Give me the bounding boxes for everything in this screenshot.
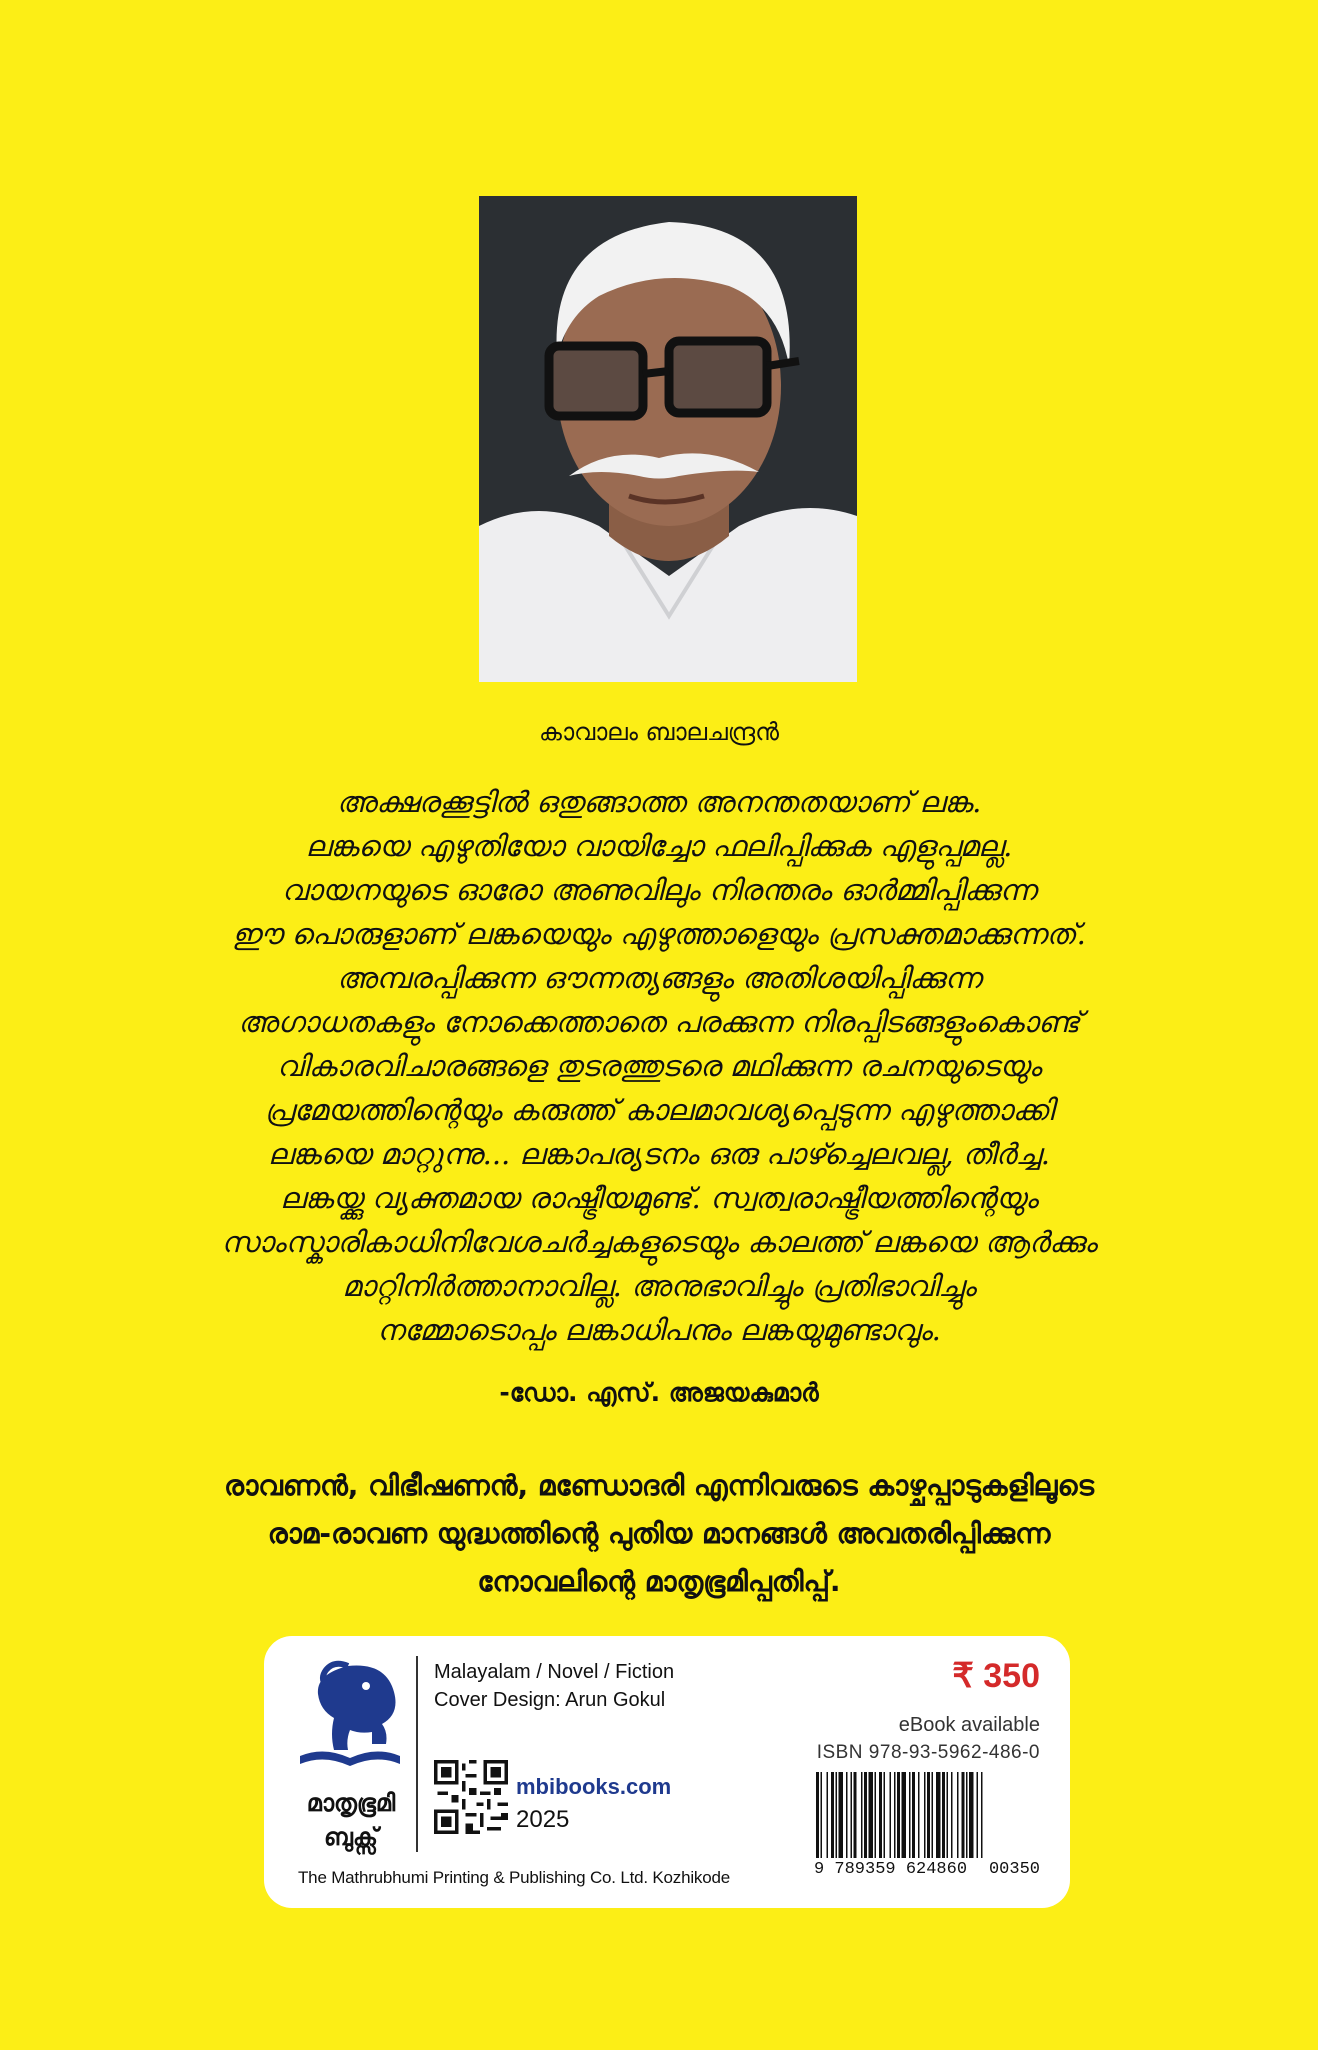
blurb-line: വായനയുടെ ഓരോ അണുവിലും നിരന്തരം ഓർമ്മിപ്പിക്കുന്ന bbox=[281, 873, 1037, 907]
blurb-line: വികാരവിചാരങ്ങളെ തുടരത്തുടരെ മഥിക്കുന്ന രചനയുടെയും bbox=[276, 1049, 1042, 1083]
blurb-signature: -ഡോ. എസ്. അജയകുമാർ bbox=[499, 1378, 819, 1407]
logo-name-line: ബുക്സ് bbox=[324, 1823, 378, 1851]
blurb-line: ലങ്കയെ മാറ്റുന്നു... ലങ്കാപര്യടനം ഒരു പാഴ്ച്ചെലവല്ല, തീർച്ച. bbox=[268, 1137, 1050, 1171]
book-category: Malayalam / Novel / Fiction bbox=[434, 1661, 675, 1683]
publisher-logo-name bbox=[286, 1786, 416, 1854]
barcode-addon-number: 00350 bbox=[988, 1860, 1040, 1879]
summary-text bbox=[100, 1462, 1218, 1606]
book-meta bbox=[434, 1658, 674, 1714]
publisher-info-card bbox=[264, 1636, 1070, 1908]
barcode-icon bbox=[814, 1772, 1040, 1858]
blurb-line: നമ്മോടൊപ്പം ലങ്കാധിപനും ലങ്കയുമുണ്ടാവും. bbox=[377, 1313, 941, 1347]
publisher-website-link[interactable]: mbibooks.com bbox=[516, 1774, 672, 1799]
ebook-availability: eBook available bbox=[898, 1714, 1040, 1736]
publication-year: 2025 bbox=[516, 1806, 570, 1833]
publisher-name: The Mathrubhumi Printing & Publishing Co. Ltd. Kozhikode bbox=[298, 1868, 730, 1887]
blurb-line: അമ്പരപ്പിക്കുന്ന ഔന്നത്യങ്ങളും അതിശയിപ്പിക്കുന്ന bbox=[336, 961, 982, 995]
cover-design-credit: Cover Design: Arun Gokul bbox=[434, 1689, 666, 1711]
blurb-line: ഈ പൊരുളാണ് ലങ്കയെയും എഴുത്താളെയും പ്രസക്തമാക്കുന്നത്. bbox=[232, 917, 1086, 951]
author-photo bbox=[479, 196, 857, 682]
barcode-number: 9 789359 624860 bbox=[814, 1860, 968, 1879]
blurb-line: അഗാധതകളും നോക്കെത്താതെ പരക്കുന്ന നിരപ്പിടങ്ങളുംകൊണ്ട് bbox=[238, 1005, 1080, 1039]
elephant-logo-icon bbox=[290, 1658, 410, 1778]
qr-code-icon[interactable] bbox=[434, 1760, 508, 1834]
summary-line: രാമ-രാവണ യുദ്ധത്തിന്റെ പുതിയ മാനങ്ങൾ അവതരിപ്പിക്കുന്ന bbox=[267, 1517, 1051, 1550]
blurb-line: അക്ഷരക്കൂട്ടിൽ ഒതുങ്ങാത്ത അനന്തതയാണ് ലങ്ക. bbox=[336, 785, 982, 819]
author-name: കാവാലം ബാലചന്ദ്രൻ bbox=[539, 718, 779, 746]
blurb-line: പ്രമേയത്തിന്റെയും കരുത്ത് കാലമാവശ്യപ്പെടുന്ന എഴുത്താക്കി bbox=[264, 1093, 1054, 1127]
blurb-line: മാറ്റിനിർത്താനാവില്ല. അനുഭാവിച്ചും പ്രതിഭാവിച്ചും bbox=[342, 1269, 976, 1303]
blurb-line: ലങ്കയെ എഴുതിയോ വായിച്ചോ ഫലിപ്പിക്കുക എളുപ്പമല്ല. bbox=[305, 829, 1013, 863]
card-divider bbox=[416, 1656, 418, 1852]
blurb-line: ലങ്കയ്ക്കു വ്യക്തമായ രാഷ്ട്രീയമുണ്ട്. സ്വത്വരാഷ്ട്രീയത്തിന്റെയും bbox=[280, 1181, 1038, 1215]
book-price: ₹ 350 bbox=[952, 1657, 1040, 1695]
isbn-number: ISBN 978-93-5962-486-0 bbox=[816, 1742, 1040, 1763]
blurb-text bbox=[120, 780, 1198, 1352]
summary-line: രാവണൻ, വിഭീഷണൻ, മണ്ഡോദരി എന്നിവരുടെ കാഴ്ചപ്പാടുകളിലൂടെ bbox=[224, 1469, 1094, 1502]
logo-name-line: മാതൃഭൂമി bbox=[306, 1789, 396, 1817]
blurb-line: സാംസ്കാരികാധിനിവേശചർച്ചകളുടെയും കാലത്ത് ലങ്കയെ ആർക്കും bbox=[221, 1225, 1097, 1259]
summary-line: നോവലിന്റെ മാതൃഭൂമിപ്പതിപ്പ്. bbox=[477, 1565, 841, 1598]
